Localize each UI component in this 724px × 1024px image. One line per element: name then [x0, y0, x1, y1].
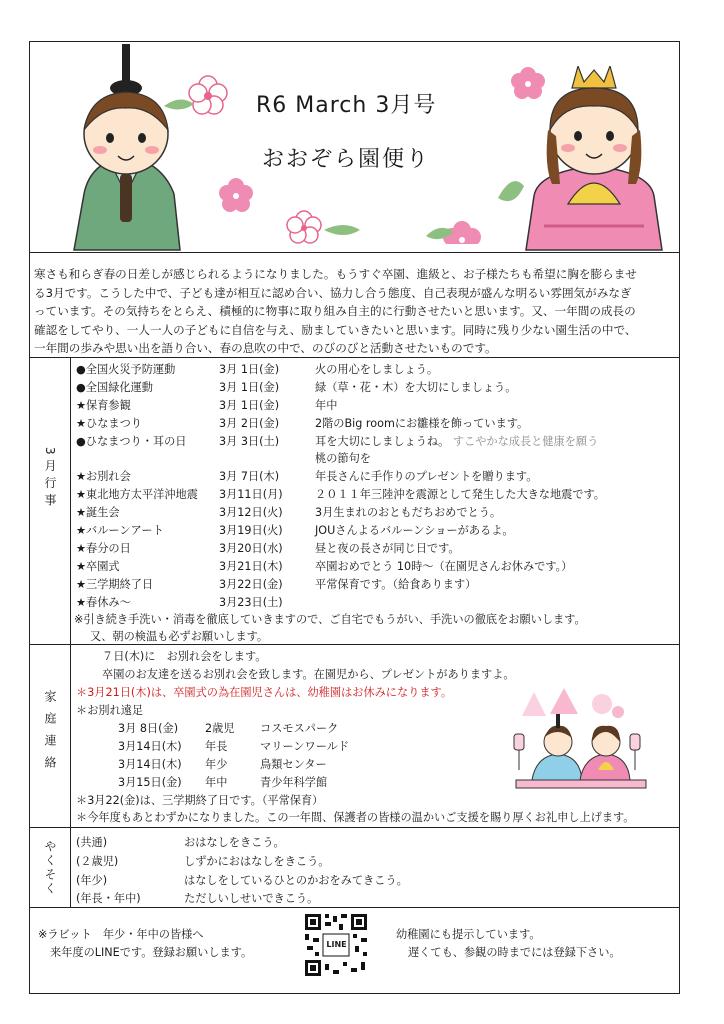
event-name: ★誕生会: [76, 506, 120, 519]
event-name: ★春分の日: [76, 542, 131, 555]
event-desc: JOUさんよるバルーンショーがあるよ。: [315, 524, 514, 537]
label-column-divider: [70, 357, 71, 644]
outing-place: コスモスパーク: [260, 722, 339, 735]
event-date: 3月11日(月): [219, 488, 283, 501]
event-row: [76, 594, 315, 611]
promise-group: (年長・年中): [76, 892, 141, 905]
outing-row: [118, 720, 338, 736]
term-end-line: ＊3月22(金)は、三学期終了日です。（平常保育）: [76, 794, 324, 807]
family-section-label: 家庭連絡: [43, 690, 57, 778]
display-notice: 幼稚園にも提示しています。: [396, 928, 541, 941]
event-date: 3月 2日(金): [219, 417, 280, 430]
newsletter-issue-title: R6 March 3月号: [256, 93, 437, 118]
outing-date: 3月15日(金): [118, 776, 182, 789]
event-row: [76, 486, 605, 503]
event-row: [76, 415, 528, 432]
event-date: 3月21日(木): [219, 560, 283, 573]
event-desc: 年長さんに手作りのプレゼントを贈ります。: [315, 470, 538, 483]
label-column-divider: [70, 827, 71, 907]
divider: [30, 827, 679, 828]
event-row: [76, 379, 516, 396]
event-name: ●ひなまつり・耳の日: [76, 435, 187, 448]
line-registration-notice: ※ラビット 年少・年中の皆様へ: [38, 928, 204, 941]
thanks-line: ＊今年度もあとわずかになりました。この一年間、保護者の皆様の温かいご支援を賜り厚くお礼申し上げます。: [76, 811, 635, 824]
promise-row: [76, 890, 318, 906]
event-desc: 火の用心をしましょう。: [315, 363, 439, 376]
outing-date: 3月 8日(金): [118, 722, 179, 735]
event-desc-extra: すこやかな成長と健康を願う: [452, 435, 599, 448]
divider: [30, 357, 679, 358]
hygiene-note: ※引き続き手洗い・消毒を徹底していきますので、ご自宅でもうがい、手洗いの徹底をお願いします。: [74, 613, 586, 626]
event-desc: 年中: [315, 399, 338, 412]
event-row: [76, 522, 514, 539]
event-desc: 2階のBig roomにお雛様を飾っています。: [315, 417, 529, 430]
event-row: [76, 540, 460, 557]
promise-text: しずかにおはなしをきこう。: [184, 855, 330, 868]
event-name: ★春休み～: [76, 596, 131, 609]
event-name: ●全国緑化運動: [76, 381, 153, 394]
promise-row: [76, 834, 285, 850]
line-registration-request: 来年度のLINEです。登録お願いします。: [50, 946, 253, 959]
event-date: 3月 1日(金): [219, 399, 280, 412]
promise-row: [76, 853, 329, 869]
event-desc: 昼と夜の長さが同じ日です。: [315, 542, 460, 555]
outing-grade: 年少: [205, 758, 228, 771]
newsletter-sheet: [29, 41, 680, 994]
event-row: [76, 397, 337, 414]
promise-text: はなしをしているひとのかおをみてきこう。: [184, 874, 408, 887]
intro-line: 一年間の歩みや思い出を語り合い、春の息吹の中で、のびのびと活動させたいものです。: [34, 341, 497, 355]
plum-blossom-decoration-right: [490, 62, 560, 222]
event-date: 3月 3日(土): [219, 435, 280, 448]
divider: [30, 907, 679, 908]
event-row: [76, 468, 537, 485]
event-date: 3月 1日(金): [219, 381, 280, 394]
event-name: ●全国火災予防運動: [76, 363, 176, 376]
event-name: ★バルーンアート: [76, 524, 164, 537]
event-row: [76, 558, 572, 575]
graduation-holiday-notice: ＊3月21日(木)は、卒園式の為在園児さんは、幼稚園はお休みになります。: [76, 686, 453, 699]
divider: [30, 252, 679, 253]
event-date: 3月23日(土): [219, 596, 283, 609]
promise-group: (年少): [76, 874, 108, 887]
outing-title: ＊お別れ遠足: [76, 704, 144, 717]
outing-row: [118, 756, 327, 772]
hina-dolls-small-illustration: [506, 684, 656, 796]
hygiene-note-2: 又、朝の検温も必ずお願いします。: [90, 630, 269, 643]
promise-text: ただしいしせいできこう。: [184, 892, 319, 905]
farewell-party-detail: 卒園のお友達を送るお別れ会を致します。在園児から、プレゼントがありますよ。: [102, 668, 515, 681]
promise-section-label: やくそく: [43, 840, 57, 896]
event-date: 3月19日(火): [219, 524, 283, 537]
event-desc: 卒園おめでとう 10時～（在園児さんお休みです。）: [315, 560, 573, 573]
event-desc: 緑（草・花・木）を大切にしましょう。: [315, 381, 517, 394]
event-name: ★お別れ会: [76, 470, 131, 483]
outing-row: [118, 774, 327, 790]
qr-line-label: LINE: [326, 940, 347, 949]
event-name: ★三学期終了日: [76, 578, 154, 591]
event-desc: 耳を大切にしましょうね。: [315, 435, 450, 448]
farewell-party-line: ７日(木)に お別れ会をします。: [102, 650, 267, 663]
intro-line: 確認をしてやり、一人一人の子どもに自信を与え、励ましていきたいと思います。同時に残り少ない園生活の中で、: [34, 322, 637, 337]
outing-place: 青少年科学館: [260, 776, 328, 789]
promise-row: [76, 872, 408, 888]
line-qr-code[interactable]: [303, 912, 369, 978]
outing-grade: 年中: [205, 776, 228, 789]
intro-line: 寒さも和らぎ春の日差しが感じられるようになりました。もうすぐ卒園、進級と、お子様たちも希望に胸を膨らませ: [34, 267, 637, 281]
event-desc: 桃の節句を: [315, 452, 371, 465]
promise-group: (２歳児): [76, 855, 119, 868]
event-row: [76, 504, 501, 521]
intro-line: っています。その気持ちをとらえ、積極的に物事に取り組み自主的に行動させたいと思います。又、一年間の成長の: [34, 304, 636, 318]
event-date: 3月12日(火): [219, 506, 283, 519]
event-row: [76, 450, 371, 467]
events-section-label: 3月行事: [43, 447, 57, 511]
outing-place: 鳥類センター: [260, 758, 327, 771]
event-desc: 平常保育です。（給食あります）: [315, 578, 477, 591]
event-date: 3月 7日(木): [219, 470, 280, 483]
divider: [30, 644, 679, 645]
intro-line: る3月です。こうした中で、子ども達が相互に認め合い、協力し合う態度、自己表現が盛んな明るい雰囲気がみなぎ: [34, 285, 632, 300]
promise-group: (共通): [76, 836, 108, 849]
event-date: 3月20日(水): [219, 542, 283, 555]
event-name: ★保育参観: [76, 399, 131, 412]
outing-grade: 2歳児: [205, 722, 235, 735]
outing-date: 3月14日(木): [118, 740, 182, 753]
event-desc: 3月生まれのおともだちおめでとう。: [315, 506, 502, 519]
event-name: ★卒園式: [76, 560, 120, 573]
registration-deadline: 遅くても、参観の時までには登録下さい。: [408, 946, 621, 959]
label-column-divider: [70, 644, 71, 827]
event-date: 3月 1日(金): [219, 363, 280, 376]
event-row: [76, 361, 438, 378]
event-name: ★ひなまつり: [76, 417, 142, 430]
event-row: [76, 433, 598, 450]
outing-place: マリーンワールド: [260, 740, 350, 753]
outing-grade: 年長: [205, 740, 228, 753]
intro-paragraph: [34, 265, 674, 358]
event-row: [76, 576, 476, 593]
event-date: 3月22日(金): [219, 578, 283, 591]
promise-text: おはなしをきこう。: [184, 836, 285, 849]
newsletter-name: おおぞら園便り: [262, 147, 431, 172]
event-desc: ２０１１年三陸沖を震源として発生した大きな地震です。: [315, 488, 605, 501]
event-name: ★東北地方太平洋沖地震: [76, 488, 198, 501]
outing-date: 3月14日(木): [118, 758, 182, 771]
outing-row: [118, 738, 349, 754]
